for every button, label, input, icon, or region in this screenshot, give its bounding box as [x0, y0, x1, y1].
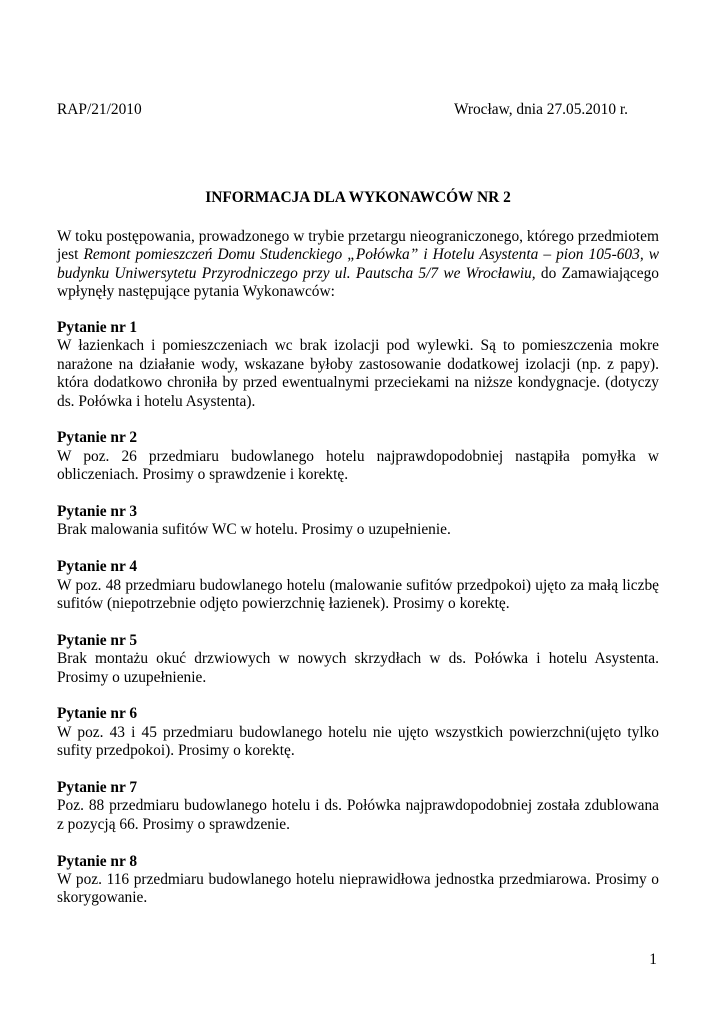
- question-title: Pytanie nr 6: [57, 705, 138, 723]
- question-text: W łazienkach i pomieszczeniach wc brak izolacji pod wylewki. Są to pomieszczenia mokre narażone na działanie wody, wskazane byłoby zastosowanie dodatkowej izolacji (np. z papy). która dodatkowo chroniła by przed ewentualnymi przeciekami na niższe kondygnacje. (dotyczy ds. Połówka i hotelu Asystenta).: [57, 337, 659, 410]
- document-title: INFORMACJA DLA WYKONAWCÓW NR 2: [205, 189, 511, 206]
- question-text: Brak malowania sufitów WC w hotelu. Prosimy o uzupełnienie.: [57, 521, 451, 539]
- procurement-subject: Remont pomieszczeń Domu Studenckiego „Połówka” i Hotelu Asystenta – pion 105-603, w budynku Uniwersytetu Przyrodniczego przy ul. Pautscha 5/7 we Wrocławiu,: [57, 246, 659, 282]
- question-text: W poz. 26 przedmiaru budowlanego hotelu najprawdopodobniej nastąpiła pomyłka w obliczeniach. Prosimy o sprawdzenie i korektę.: [57, 447, 659, 484]
- question-text: Brak montażu okuć drzwiowych w nowych skrzydłach w ds. Połówka i hotelu Asystenta. Prosimy o uzupełnienie.: [57, 650, 659, 686]
- document-header: [57, 101, 659, 121]
- question-title: Pytanie nr 2: [57, 429, 138, 447]
- question-text: W poz. 48 przedmiaru budowlanego hotelu (malowanie sufitów przedpokoi) ujęto za małą liczbę sufitów (niepotrzebnie odjęto powierzchnię łazienek). Prosimy o korektę.: [57, 576, 659, 613]
- question-item: [57, 429, 659, 484]
- question-title: Pytanie nr 5: [57, 631, 138, 649]
- question-title: Pytanie nr 8: [57, 852, 138, 870]
- question-text: W poz. 43 i 45 przedmiaru budowlanego hotelu nie ujęto wszystkich powierzchni(ujęto tylko sufity przedpokoi). Prosimy o korektę.: [57, 723, 659, 760]
- intro-text-end: do Zamawiającego wpłynęły następujące pytania Wykonawców:: [57, 264, 659, 301]
- question-title: Pytanie nr 7: [57, 779, 138, 797]
- question-text: W poz. 116 przedmiaru budowlanego hotelu nieprawidłowa jednostka przedmiarowa. Prosimy o skorygowanie.: [57, 871, 659, 907]
- question-item: [57, 503, 659, 540]
- intro-text-start: W toku postępowania, prowadzonego w trybie przetargu nieograniczonego, którego przedmiotem jest: [57, 228, 659, 264]
- question-item: [57, 632, 659, 687]
- place-and-date: Wrocław, dnia 27.05.2010 r.: [453, 101, 628, 118]
- page-number: 1: [649, 951, 657, 968]
- question-item: [57, 779, 659, 834]
- question-item: [57, 558, 659, 613]
- questions-list: [57, 319, 659, 926]
- reference-number: RAP/21/2010: [57, 101, 142, 118]
- question-text: Poz. 88 przedmiaru budowlanego hotelu i ds. Połówka najprawdopodobniej została zdublowana z pozycją 66. Prosimy o sprawdzenie.: [57, 797, 659, 833]
- question-title: Pytanie nr 3: [57, 503, 138, 521]
- question-title: Pytanie nr 1: [57, 319, 138, 336]
- question-item: [57, 319, 659, 411]
- question-item: [57, 705, 659, 760]
- question-item: [57, 853, 659, 908]
- document-page: [57, 0, 659, 1024]
- intro-paragraph: [57, 228, 659, 302]
- question-title: Pytanie nr 4: [57, 558, 138, 576]
